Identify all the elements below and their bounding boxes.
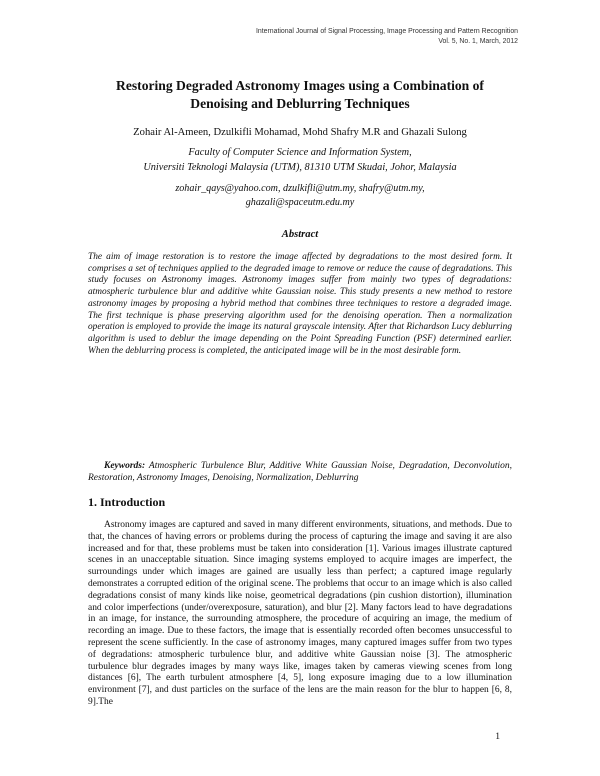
keywords-text: Atmospheric Turbulence Blur, Additive White Gaussian Noise, Degradation, Deconvolution, Restoration, Astronomy Images, Denoising, Normalization, Deblurring	[88, 461, 512, 483]
introduction-text: Astronomy images are captured and saved in many different environments, situations, and methods. Due to that, the chances of having errors or problems during the process of capturing the image and saving it are also increased and for that, these problems must be taken into consideration [1]. Various images illustrate captured scenes in an unacceptable situation. Since imaging systems employed to acquire images are imperfect, the surroundings under which images are gained are usually less than perfect; a captured image regularly demonstrates a corrupted edition of the original scene. The problems that occur to an image which is also called degradations consist of many kinds like noise, geometrical degradations (pin cushion distortion), illumination and color imperfections (under/overexposure, saturation), and blur [2]. Many factors lead to have degradations in an image, for instance, the surrounding atmosphere, the procedure of acquiring an image, the medium of recording an image. Due to these factors, the image that is essentially recorded often becomes unsuccessful to represent the scene sufficiently. In the case of astronomy images, many captured images suffer from two types of degradations: atmospheric turbulence blur, and additive white Gaussian noise [3]. The atmospheric turbulence blur degrades images by many ways like, images taken by cameras viewing scenes from long distances [6], The earth turbulent atmosphere [4, 5], long exposure imaging due to a low illumination environment [7], and dust particles on the surface of the lens are the main reason for the blur to happen [6, 8, 9].The	[88, 520, 512, 707]
title-line-2: Denoising and Deblurring Techniques	[190, 96, 410, 111]
title-line-1: Restoring Degraded Astronomy Images using a Combination of	[116, 78, 484, 93]
emails-line-2: ghazali@spaceutm.edu.my	[245, 197, 355, 208]
paper-title	[90, 77, 510, 113]
affiliation-line-1: Faculty of Computer Science and Information System,	[188, 147, 412, 158]
author-emails	[90, 182, 510, 210]
authors: Zohair Al-Ameen, Dzulkifli Mohamad, Mohd Shafry M.R and Ghazali Sulong	[133, 127, 467, 138]
abstract-text: The aim of image restoration is to restore the image affected by degradations to the most desired form. It comprises a set of techniques applied to the degraded image to remove or reduce the cause of degradations. This study focuses on Astronomy images. Astronomy images suffer from mainly two types of degradations: atmospheric turbulence blur and additive white Gaussian noise. This study presents a new method to restore astronomy images by proposing a hybrid method that combines three techniques to restore a degraded image. The first technique is phase preserving algorithm used for the denoising operation. Then a normalization operation is employed to provide the image its natural grayscale intensity. After that Richardson Lucy deblurring algorithm is used to deblur the image depending on the Point Spreading Function (PSF) determined earlier. When the deblurring process is completed, the anticipated image will be in the most desirable form.	[88, 252, 512, 356]
keywords	[88, 460, 512, 484]
running-header	[256, 27, 518, 47]
affiliation	[90, 146, 510, 175]
journal-name: International Journal of Signal Processing, Image Processing and Pattern Recognition	[256, 28, 518, 35]
emails-line-1: zohair_qays@yahoo.com, dzulkifli@utm.my, shafry@utm.my,	[175, 183, 425, 194]
journal-volume: Vol. 5, No. 1, March, 2012	[438, 38, 518, 45]
affiliation-line-2: Universiti Teknologi Malaysia (UTM), 81310 UTM Skudai, Johor, Malaysia	[143, 161, 457, 173]
section-heading-introduction: 1. Introduction	[88, 495, 166, 509]
page-number: 1	[495, 731, 500, 742]
abstract-heading: Abstract	[281, 229, 319, 240]
keywords-label: Keywords:	[104, 461, 146, 471]
